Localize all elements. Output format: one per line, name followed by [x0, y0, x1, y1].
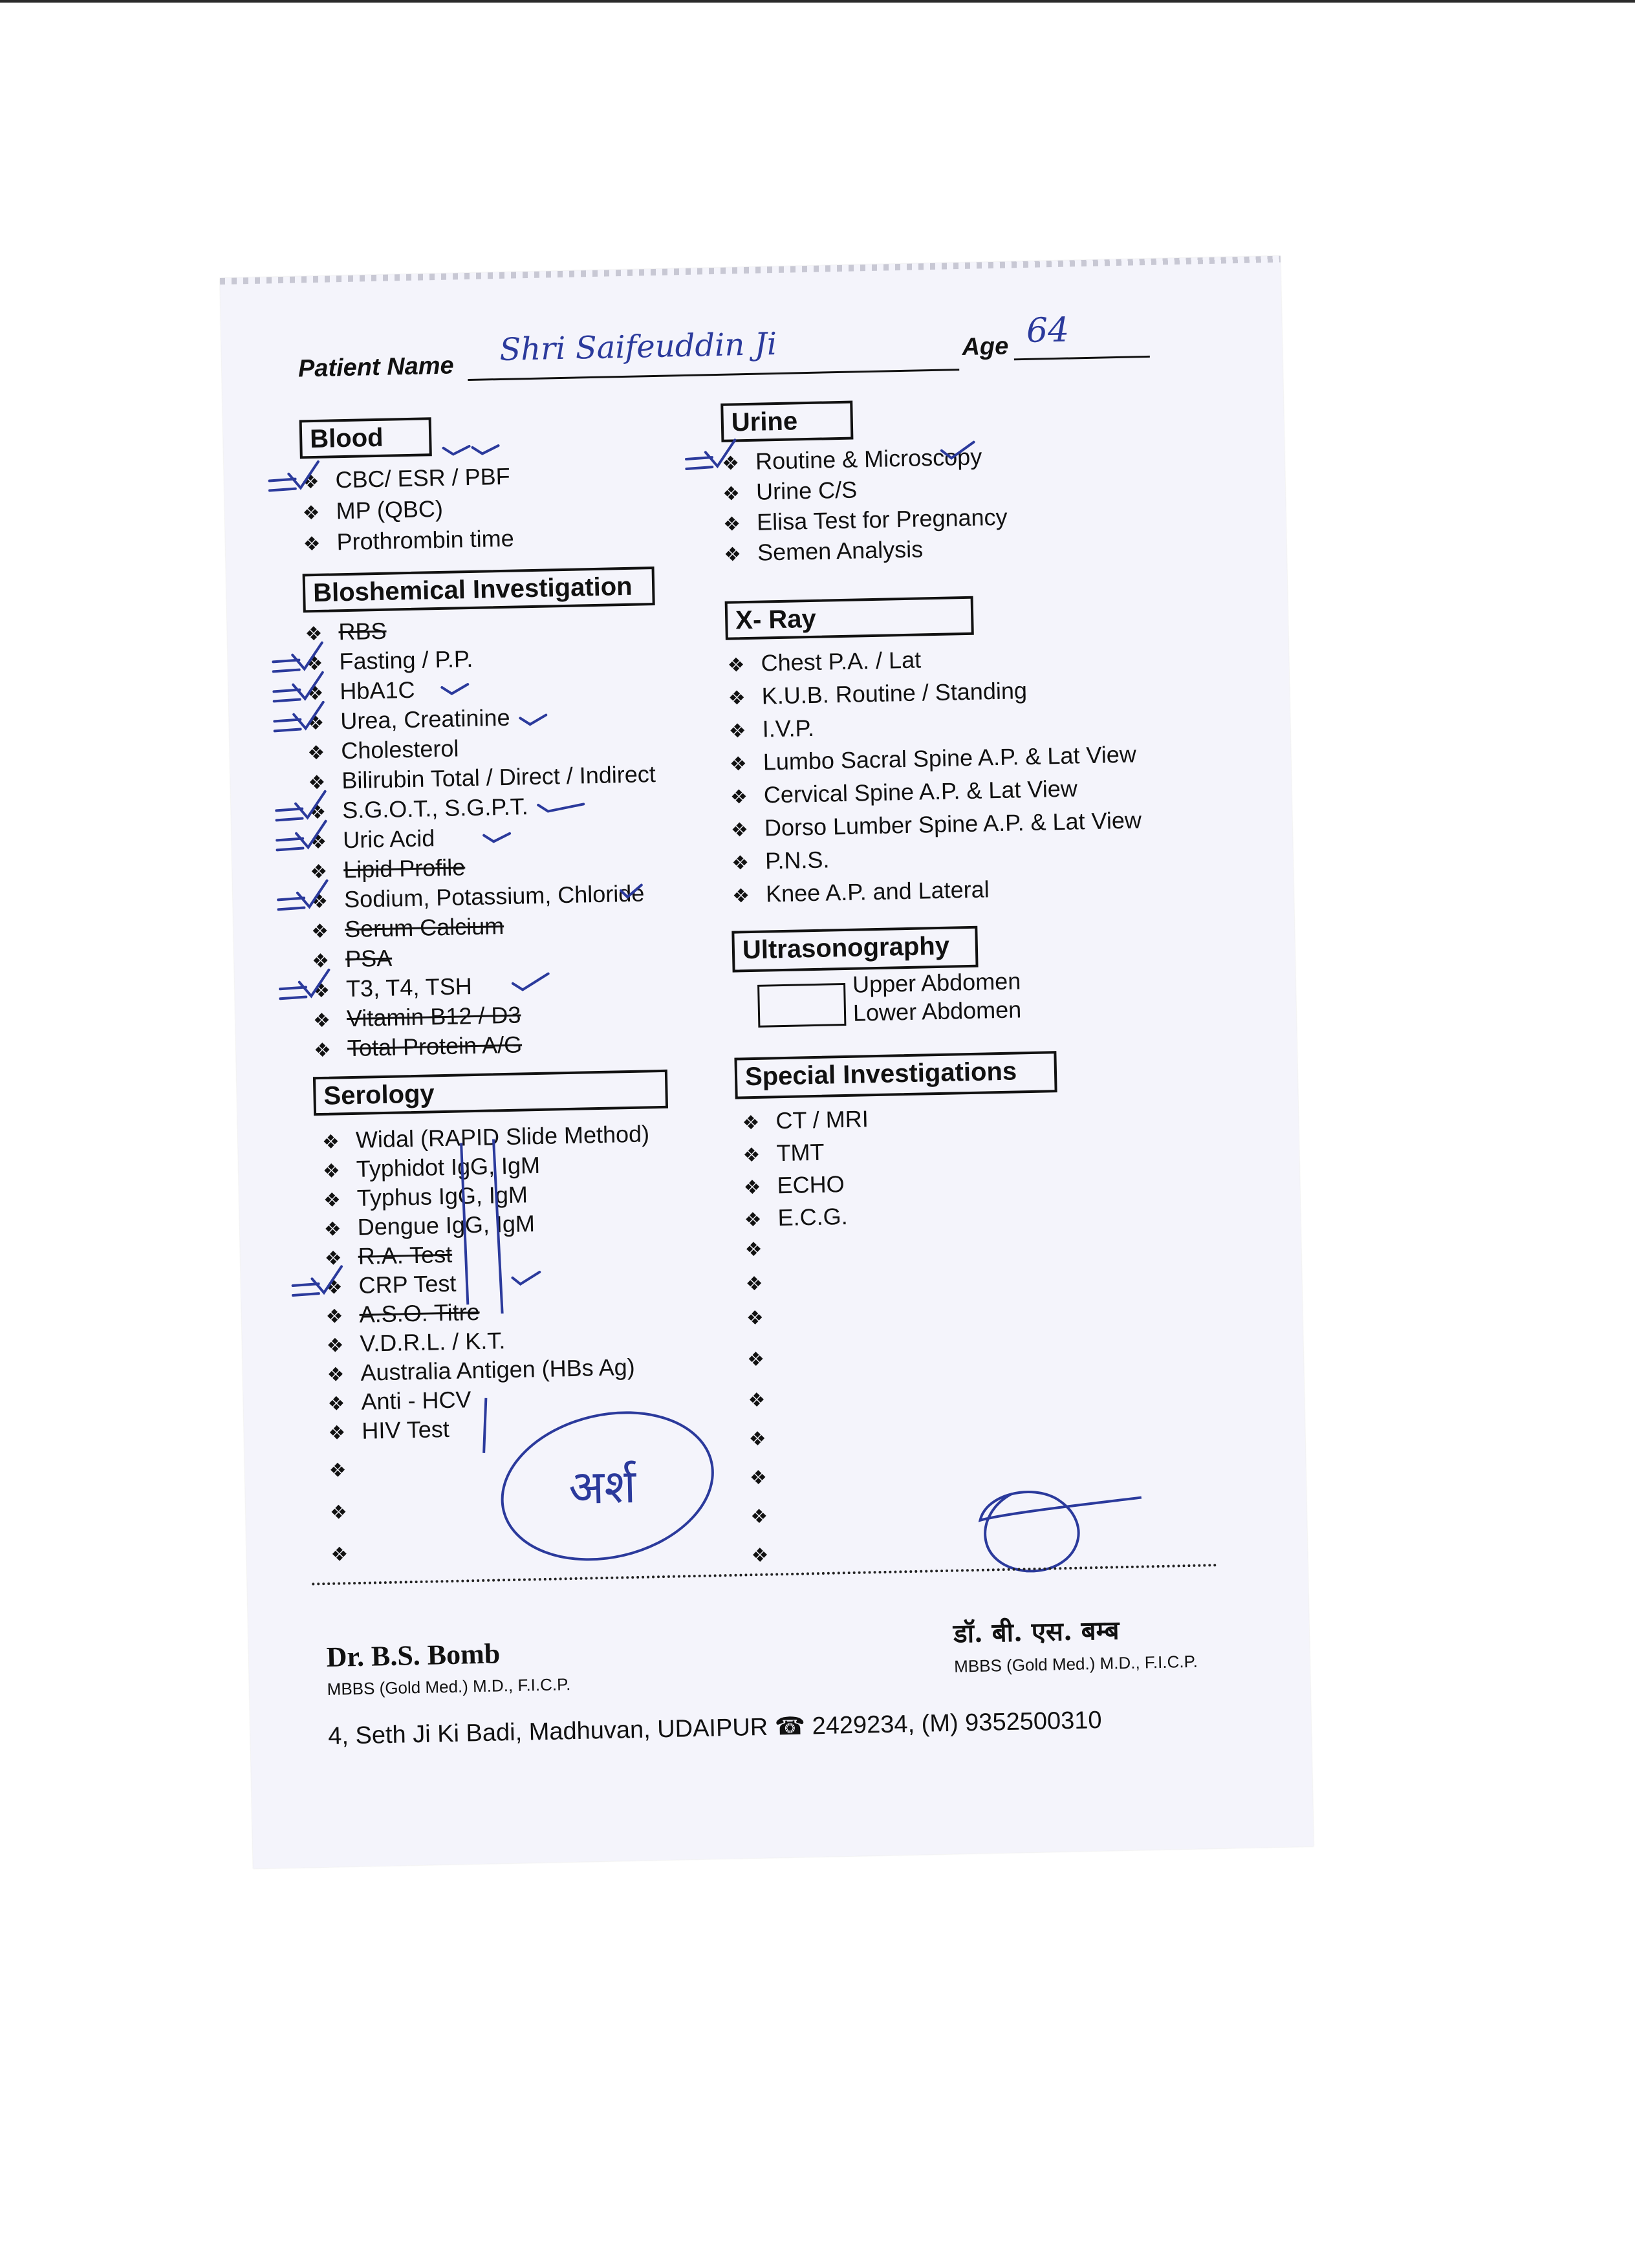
empty-bullet: ❖ [746, 1348, 765, 1371]
special-item: ❖ TMT [742, 1138, 825, 1167]
biochem-item: ❖ Cholesterol [307, 735, 459, 764]
usg-item: Upper Abdomen [852, 967, 1021, 998]
xray-item: ❖ Lumbo Sacral Spine A.P. & Lat View [729, 740, 1137, 775]
serology-item: ❖ Typhus IgG, IgM [323, 1181, 528, 1211]
doctor-quals-en: MBBS (Gold Med.) M.D., F.I.C.P. [327, 1674, 571, 1700]
xray-item: ❖ K.U.B. Routine / Standing [728, 677, 1028, 709]
patient-name-label: Patient Name [298, 352, 455, 383]
age-value: 64 [1026, 310, 1070, 351]
serology-title: Serology [323, 1079, 435, 1110]
biochem-item: ❖ Total Protein A/G [313, 1031, 523, 1062]
serology-item: ❖ A.S.O. Titre [325, 1298, 481, 1328]
serology-item: ❖ Widal (RAPID Slide Method) [321, 1120, 650, 1153]
handwritten-hindi-note: अर्श [568, 1458, 637, 1515]
serology-item: ❖ Anti - HCV [327, 1386, 471, 1415]
empty-bullet: ❖ [744, 1238, 763, 1261]
usg-item: Lower Abdomen [852, 996, 1022, 1026]
age-label: Age [962, 332, 1009, 361]
doctor-name-en: Dr. B.S. Bomb [326, 1637, 501, 1674]
xray-title: X- Ray [735, 604, 817, 635]
doctor-name-hi: डॉ. बी. एस. बम्ब [953, 1615, 1120, 1649]
serology-item: ❖ Typhidot IgG, IgM [322, 1151, 541, 1182]
clinic-address: 4, Seth Ji Ki Badi, Madhuvan, UDAIPUR ☎ 2429234, (M) 9352500310 [327, 1706, 1102, 1750]
phone-icon: ☎ [774, 1712, 806, 1741]
serology-item: ❖ CRP Test [325, 1269, 457, 1299]
xray-item: ❖ Dorso Lumber Spine A.P. & Lat View [730, 806, 1142, 841]
biochem-title: Bloshemical Investigation [312, 572, 633, 608]
patient-name-value: Shri Saifeuddin Ji [499, 325, 777, 368]
doctor-quals-hi: MBBS (Gold Med.) M.D., F.I.C.P. [953, 1651, 1198, 1676]
empty-bullet: ❖ [329, 1502, 348, 1524]
serology-item: ❖ R.A. Test [324, 1240, 453, 1269]
serology-item: ❖ Australia Antigen (HBs Ag) [327, 1353, 636, 1386]
biochem-item: ❖ T3, T4, TSH [312, 973, 473, 1002]
xray-item: ❖ Cervical Spine A.P. & Lat View [730, 775, 1078, 808]
scan-edge [0, 0, 1635, 3]
empty-bullet: ❖ [746, 1307, 764, 1330]
empty-bullet: ❖ [329, 1460, 347, 1482]
handwritten-ticks [220, 256, 1314, 1869]
empty-bullet: ❖ [751, 1544, 769, 1567]
biochem-item: ❖ Serum Calcium [310, 913, 504, 943]
phone-numbers: 2429234, (M) 9352500310 [812, 1706, 1102, 1740]
biochem-item: ❖ Sodium, Potassium, Chloride [310, 880, 645, 913]
serology-item: ❖ HIV Test [328, 1415, 450, 1444]
empty-bullet: ❖ [750, 1506, 768, 1528]
serology-item: ❖ V.D.R.L. / K.T. [326, 1327, 506, 1357]
empty-bullet: ❖ [748, 1428, 767, 1451]
empty-bullet: ❖ [330, 1544, 349, 1566]
biochem-item: ❖ Vitamin B12 / D3 [312, 1001, 521, 1032]
prescription-slip [220, 256, 1314, 1869]
empty-bullet: ❖ [745, 1273, 764, 1295]
xray-item: ❖ Knee A.P. and Lateral [731, 876, 990, 907]
biochem-item: ❖ S.G.O.T., S.G.P.T. [308, 793, 529, 824]
usg-title: Ultrasonography [742, 931, 950, 965]
special-item: ❖ ECHO [743, 1171, 845, 1199]
urine-item: ❖ Routine & Microscopy [721, 443, 982, 475]
urine-item: ❖ Semen Analysis [723, 535, 924, 566]
blood-item: ❖ CBC/ ESR / PBF [301, 462, 511, 493]
biochem-item: ❖ Urea, Creatinine [307, 704, 510, 735]
urine-item: ❖ Urine C/S [722, 476, 858, 505]
xray-item: ❖ Chest P.A. / Lat [727, 646, 922, 676]
special-item: ❖ CT / MRI [742, 1105, 869, 1134]
serology-item: ❖ Dengue IgG, IgM [323, 1210, 536, 1240]
blood-title: Blood [309, 423, 384, 454]
urine-item: ❖ Elisa Test for Pregnancy [722, 503, 1008, 535]
xray-item: ❖ I.V.P. [728, 714, 815, 742]
empty-bullet: ❖ [748, 1389, 766, 1412]
biochem-item: ❖ Lipid Profile [309, 854, 466, 883]
urine-title: Urine [731, 407, 798, 437]
xray-item: ❖ P.N.S. [731, 846, 830, 874]
special-item: ❖ E.C.G. [744, 1202, 849, 1231]
blood-item: ❖ MP (QBC) [302, 495, 444, 524]
biochem-item: ❖ Uric Acid [309, 825, 435, 854]
special-title: Special Investigations [744, 1057, 1017, 1092]
biochem-item: ❖ Fasting / P.P. [305, 645, 473, 675]
biochem-item: ❖ RBS [305, 617, 387, 645]
empty-bullet: ❖ [749, 1467, 768, 1489]
biochem-item: ❖ Bilirubin Total / Direct / Indirect [308, 761, 656, 794]
biochem-item: ❖ PSA [311, 944, 393, 973]
blood-item: ❖ Prothrombin time [303, 524, 515, 556]
biochem-item: ❖ HbA1C [306, 676, 415, 705]
